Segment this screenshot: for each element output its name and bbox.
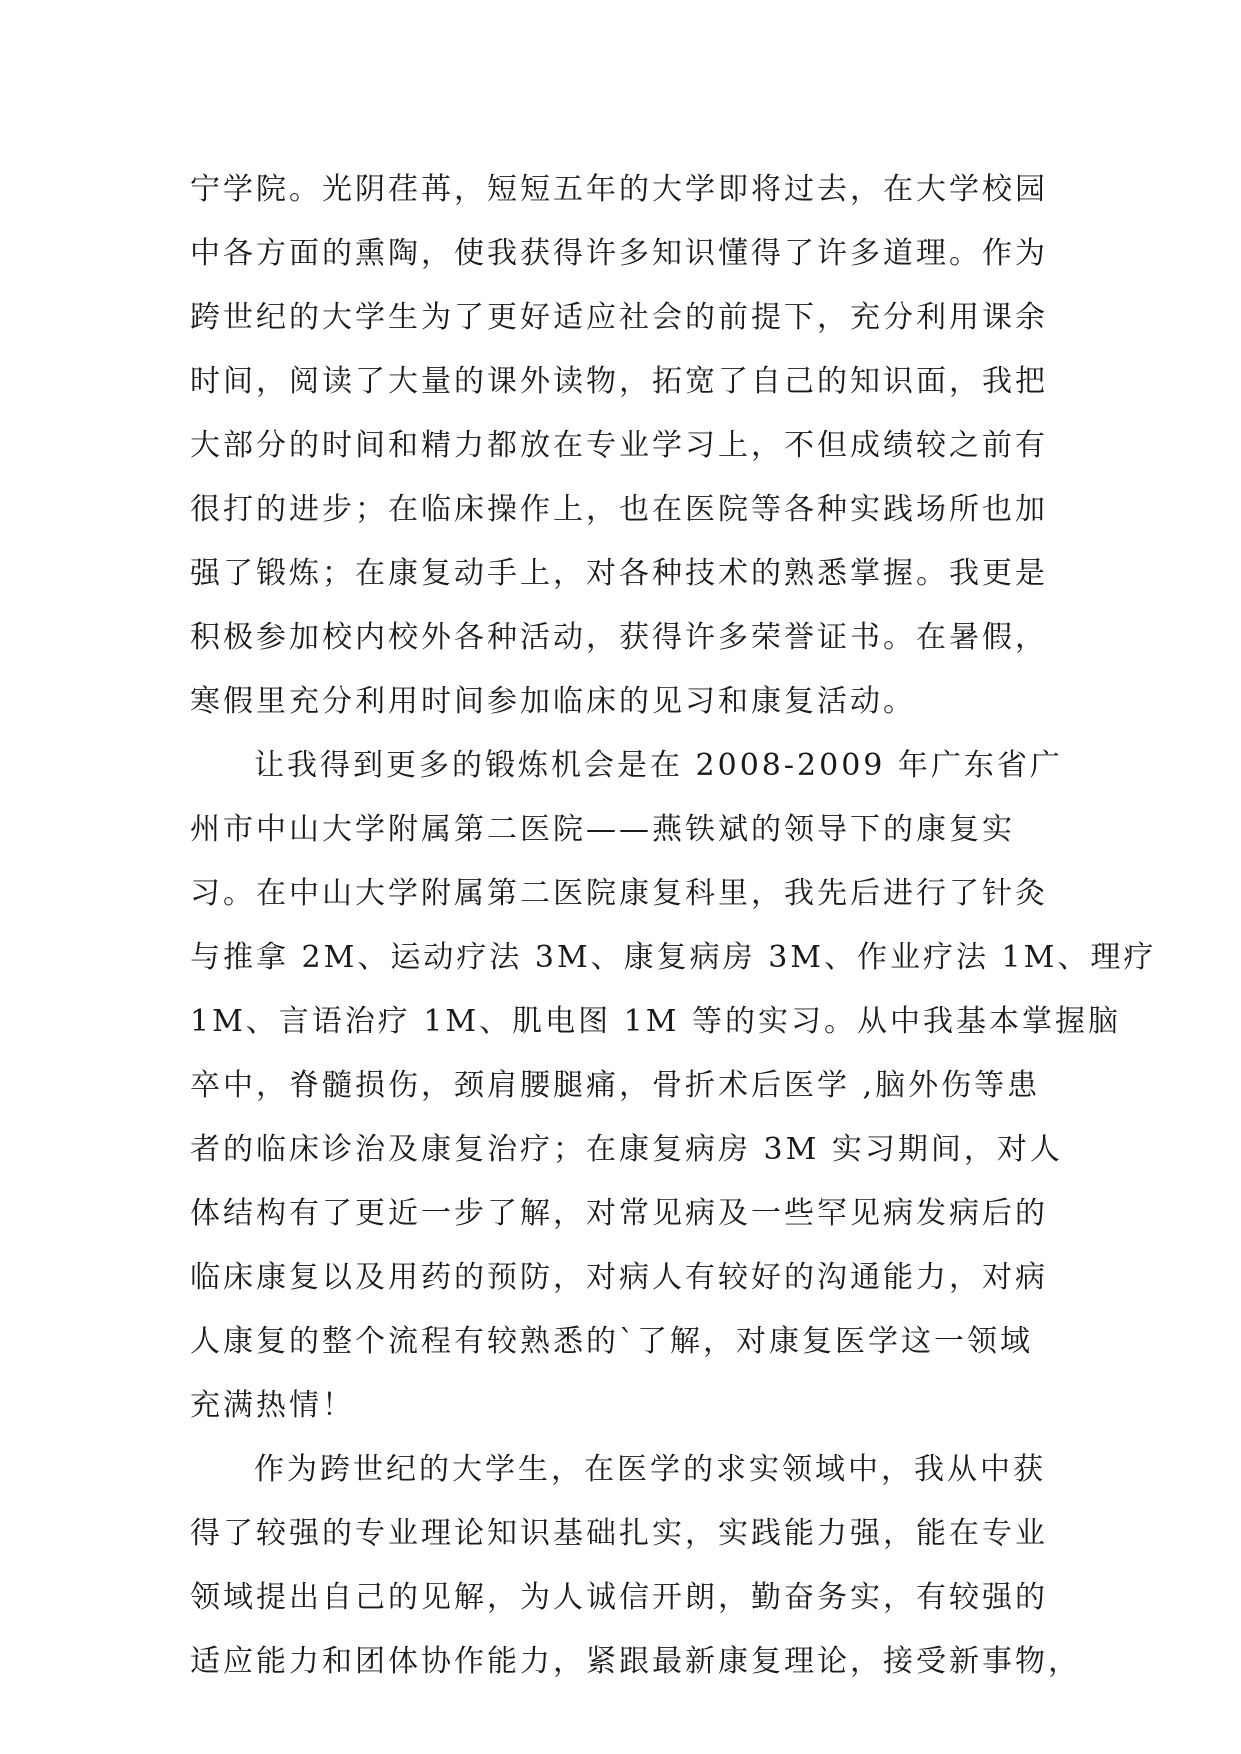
paragraph-1	[190, 158, 1070, 734]
paragraph-line: 作为跨世纪的大学生，在医学的求实领域中，我从中获	[254, 1452, 1046, 1487]
document-body	[190, 158, 1157, 1694]
paragraph-line: 与推拿 2M、运动疗法 3M、康复病房 3M、作业疗法 1M、理疗	[190, 940, 1157, 975]
paragraph-line: 体结构有了更近一步了解，对常见病及一些罕见病发病后的	[190, 1196, 1048, 1231]
paragraph-line: 者的临床诊治及康复治疗；在康复病房 3M 实习期间，对人	[190, 1132, 1063, 1167]
paragraph-line: 临床康复以及用药的预防，对病人有较好的沟通能力，对病	[190, 1260, 1048, 1295]
paragraph-line: 得了较强的专业理论知识基础扎实，实践能力强，能在专业	[190, 1516, 1048, 1551]
paragraph-line: 适应能力和团体协作能力，紧跟最新康复理论，接受新事物，	[190, 1644, 1081, 1679]
paragraph-line: 让我得到更多的锻炼机会是在 2008-2009 年广东省广	[254, 748, 1063, 783]
paragraph-line: 州市中山大学附属第二医院——燕铁斌的领导下的康复实	[190, 812, 1015, 847]
paragraph-line: 习。在中山大学附属第二医院康复科里，我先后进行了针灸	[190, 876, 1048, 911]
paragraph-line: 寒假里充分利用时间参加临床的见习和康复活动。	[190, 684, 916, 719]
paragraph-line: 时间，阅读了大量的课外读物，拓宽了自己的知识面，我把	[190, 364, 1048, 399]
paragraph-line: 中各方面的熏陶，使我获得许多知识懂得了许多道理。作为	[190, 236, 1048, 271]
paragraph-line: 卒中，脊髓损伤，颈肩腰腿痛，骨折术后医学 ,脑外伤等患	[190, 1068, 1041, 1103]
paragraph-line: 充满热情！	[190, 1388, 355, 1423]
paragraph-line: 宁学院。光阴荏苒，短短五年的大学即将过去，在大学校园	[190, 172, 1048, 207]
paragraph-line: 跨世纪的大学生为了更好适应社会的前提下，充分利用课余	[190, 300, 1048, 335]
paragraph-3	[190, 1438, 1081, 1694]
paragraph-line: 很打的进步；在临床操作上，也在医院等各种实践场所也加	[190, 492, 1048, 527]
paragraph-2	[190, 734, 1157, 1438]
paragraph-line: 积极参加校内校外各种活动，获得许多荣誉证书。在暑假，	[190, 620, 1048, 655]
paragraph-line: 强了锻炼；在康复动手上，对各种技术的熟悉掌握。我更是	[190, 556, 1048, 591]
paragraph-line: 1M、言语治疗 1M、肌电图 1M 等的实习。从中我基本掌握脑	[190, 1004, 1122, 1039]
paragraph-line: 人康复的整个流程有较熟悉的`了解，对康复医学这一领域	[190, 1324, 1033, 1359]
paragraph-line: 大部分的时间和精力都放在专业学习上，不但成绩较之前有	[190, 428, 1048, 463]
paragraph-line: 领域提出自己的见解，为人诚信开朗，勤奋务实，有较强的	[190, 1580, 1048, 1615]
